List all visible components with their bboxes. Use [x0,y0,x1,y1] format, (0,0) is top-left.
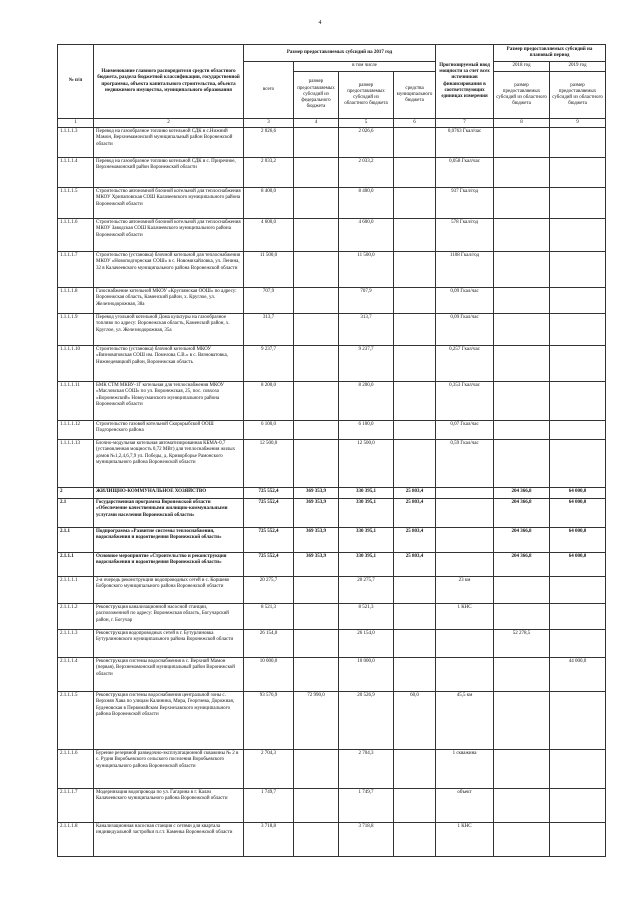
row-number: 1.1.1.1.3 [58,128,94,158]
row-name: БМК СТМ МКВУ-1Г котельная для теплоснабжения МКОУ «Масловская СОШ» по ул. Воронежская, 25, пос. совхоза «Воронежский» Новоусманского муниципального района Воронежской области [94,382,244,421]
table-row [58,658,606,692]
row-2019 [550,288,606,314]
row-2018 [494,314,550,346]
row-2019: 64 000,0 [550,528,606,553]
row-number: 2.1.1.1.3 [58,630,94,658]
row-total: 6 100,0 [244,421,294,440]
row-total: 11 500,0 [244,252,294,288]
row-capacity: 578 Гкал/год [436,219,494,252]
row-number: 2.1.1.1.8 [58,823,94,857]
table-row [58,823,606,857]
row-2018: 204 366,8 [494,528,550,553]
row-regional: 6 100,0 [339,421,394,440]
table-row [58,158,606,188]
row-total: 20 275,7 [244,577,294,604]
row-number: 2.1.1.1.7 [58,789,94,823]
column-index: 5 [339,119,394,128]
row-regional: 8 200,0 [339,382,394,421]
row-number: 2.1.1.1.5 [58,692,94,750]
table-row [58,789,606,823]
column-index: 8 [494,119,550,128]
table-row [58,630,606,658]
row-federal: 369 353,9 [294,499,339,528]
row-municipal [394,823,436,857]
row-municipal [394,219,436,252]
row-name: Государственная программа Воронежской области «Обеспечение качественными жилищно-коммунальными услугами населения Воронежской области» [94,499,244,528]
header-federal: размер предоставляемых субсидий из федерального бюджета [294,72,339,119]
header-no: № п/п [58,45,94,119]
row-name: Строительство (установка) блочной котельной для теплоснабжения МКОУ «Новоподгорнская СОШ» в с. Новомихайловка, ул. Ленина, 32 в Калачеевского муниципального района Воронежской области [94,252,244,288]
row-capacity: 1 скважина [436,750,494,789]
row-municipal [394,346,436,382]
column-index: 1 [58,119,94,128]
table-row [58,421,606,440]
row-municipal [394,252,436,288]
row-municipal [394,630,436,658]
table-row [58,346,606,382]
row-total: 3 718,8 [244,823,294,857]
row-total: 2 026,6 [244,128,294,158]
row-name: Перевод на газообразное топливо котельной СДК в с.Нижний Мамон, Верхнемамонский муниципальный район Воронежской области [94,128,244,158]
row-name: Реконструкция системы водоснабжения в с. Верхний Мамон (первая), Верхнемамонский муниципальный район Воронежской области [94,658,244,692]
row-total: 8 521,3 [244,604,294,630]
row-total: 1 749,7 [244,789,294,823]
row-federal: 369 353,9 [294,488,339,499]
row-2018 [494,789,550,823]
row-capacity: 0,058 Гкал/час [436,158,494,188]
row-number: 2 [58,488,94,499]
table-row [58,382,606,421]
row-name: ЖИЛИЩНО-КОММУНАЛЬНОЕ ХОЗЯЙСТВО [94,488,244,499]
row-capacity: 1 КНС [436,823,494,857]
column-index: 4 [294,119,339,128]
row-capacity: 1108 Гкал/год [436,252,494,288]
row-municipal [394,658,436,692]
row-total: 10 000,0 [244,658,294,692]
row-municipal [394,789,436,823]
header-year-2018: 2018 год [494,62,550,72]
row-total: 12 500,0 [244,440,294,488]
row-regional: 330 395,1 [339,553,394,577]
row-municipal: 25 803,4 [394,499,436,528]
row-capacity: 0,0763 Гкал/час [436,128,494,158]
row-name: Бурение резервной разведочно-эксплуатационной скважины № 2 в с. Рудня Воробьевского сельского поселения Воробьевского муниципального района Воронежской области [94,750,244,789]
row-2018 [494,188,550,219]
row-federal [294,789,339,823]
row-name: Реконструкция канализационной насосной станции, расположенной по адресу: Воронежская область, Богучарский район, г. Богучар [94,604,244,630]
row-federal [294,252,339,288]
row-capacity [436,499,494,528]
row-2018: 52 278,5 [494,630,550,658]
header-municipal: средства муниципального бюджета [394,72,436,119]
row-regional: 2 026,6 [339,128,394,158]
row-2018: 204 366,8 [494,488,550,499]
row-2018 [494,128,550,158]
row-regional: 8 400,0 [339,188,394,219]
row-name: Перевод угольной котельной Дома культуры на газообразное топливо по адресу: Воронежская область, Каменский район, х. Круглое, ул. Железнодорожная, 35а [94,314,244,346]
row-regional: 330 395,1 [339,499,394,528]
row-federal [294,382,339,421]
row-2018 [494,421,550,440]
row-2019 [550,440,606,488]
row-total: 4 600,0 [244,219,294,252]
column-index: 2 [94,119,244,128]
row-2018: 204 366,8 [494,553,550,577]
row-2019 [550,252,606,288]
row-federal [294,630,339,658]
table-row [58,288,606,314]
row-2018 [494,288,550,314]
row-capacity: 23 км [436,577,494,604]
row-2019 [550,823,606,857]
row-2018: 204 366,8 [494,499,550,528]
row-name: Строительство автономной блочной котельной для теплоснабжения МКОУ Заводская СОШ Калачеевского муниципального района Воронежской области [94,219,244,252]
row-2019 [550,789,606,823]
row-capacity: 0,59 Гкал/час [436,440,494,488]
subsidy-table [57,44,606,857]
table-row [58,252,606,288]
row-2018 [494,346,550,382]
header-capacity: Прогнозируемый ввод мощности за счет всех источников финансирования в соответствующих единицах измерения [436,45,494,119]
row-2019 [550,188,606,219]
row-2019 [550,750,606,789]
row-capacity: 0,09 Гкал/час [436,288,494,314]
table-row [58,692,606,750]
row-2018 [494,219,550,252]
row-capacity [436,630,494,658]
row-federal [294,440,339,488]
row-federal [294,188,339,219]
row-federal [294,346,339,382]
row-federal [294,823,339,857]
row-municipal [394,188,436,219]
row-regional: 330 395,1 [339,488,394,499]
row-municipal [394,604,436,630]
row-federal [294,577,339,604]
row-number: 2.1.1.1.2 [58,604,94,630]
row-2018 [494,440,550,488]
row-number: 2.1.1.1.1 [58,577,94,604]
row-federal: 369 353,9 [294,553,339,577]
row-number: 1.1.1.1.6 [58,219,94,252]
column-index: 9 [550,119,606,128]
row-number: 1.1.1.1.12 [58,421,94,440]
row-federal [294,128,339,158]
column-index: 6 [394,119,436,128]
row-2019 [550,382,606,421]
row-name: Строительство газовой котельной Скорорыбской ООШ Подгоренского района [94,421,244,440]
row-capacity: 45,5 км [436,692,494,750]
row-federal [294,158,339,188]
row-2019 [550,692,606,750]
table-row [58,499,606,528]
row-total: 26 154,0 [244,630,294,658]
table-row [58,440,606,488]
row-capacity [436,528,494,553]
row-name: Основное мероприятие «Строительство и реконструкция водоснабжения и водоотведения Воронежской области» [94,553,244,577]
table-row [58,488,606,499]
row-2019: 64 000,0 [550,488,606,499]
row-municipal [394,128,436,158]
row-federal [294,421,339,440]
row-total: 2 704,3 [244,750,294,789]
row-municipal [394,158,436,188]
row-2019: 64 000,0 [550,499,606,528]
row-total: 9 237,7 [244,346,294,382]
row-name: Блочно-модульная котельная автоматизированная КБМА-0,7 (установленная мощность 0,72 МВт) для теплоснабжения жилых домов №1,2,4,6,7,9 ул. Победы, д. Криворборье Рамонского муниципального района Воронежской области [94,440,244,488]
row-total: 8 200,0 [244,382,294,421]
column-index: 7 [436,119,494,128]
row-regional: 11 500,0 [339,252,394,288]
row-regional: 9 237,7 [339,346,394,382]
table-row [58,577,606,604]
row-2019 [550,577,606,604]
row-municipal [394,577,436,604]
row-municipal [394,750,436,789]
header-total: всего [244,62,294,119]
row-2018 [494,158,550,188]
row-name: Канализационная насосная станция с сетями для квартала индивидуальной застройки п.г.т. Каменка Воронежской области [94,823,244,857]
row-number: 1.1.1.1.4 [58,158,94,188]
row-number: 1.1.1.1.10 [58,346,94,382]
row-number: 2.1.1.1.4 [58,658,94,692]
row-capacity: 0,353 Гкал/час [436,382,494,421]
row-municipal [394,440,436,488]
row-municipal: 25 803,4 [394,488,436,499]
row-capacity: 0,257 Гкал/час [436,346,494,382]
row-regional: 313,7 [339,314,394,346]
row-2019 [550,604,606,630]
header-group-2017: Размер предоставляемых субсидий на 2017 год [244,45,436,62]
row-number: 2.1.1 [58,528,94,553]
row-name: 2-я очередь реконструкции водопроводных сетей в с. Коршево Бобровского муниципального района Воронежской области [94,577,244,604]
row-name: Газоснабжение котельной МКОУ «Круглянская ООШ» по адресу: Воронежская область, Каменский район, х. Круглое, ул. Железнодорожная, 38а [94,288,244,314]
row-municipal: 25 803,4 [394,528,436,553]
row-regional: 20 275,7 [339,577,394,604]
row-municipal: 25 803,4 [394,553,436,577]
row-regional: 3 718,8 [339,823,394,857]
row-federal [294,750,339,789]
row-municipal [394,382,436,421]
row-municipal [394,421,436,440]
row-2019 [550,314,606,346]
row-federal [294,604,339,630]
row-2019 [550,630,606,658]
header-2018-amount: размер предоставляемых субсидий из областного бюджета [494,72,550,119]
row-regional: 4 600,0 [339,219,394,252]
row-number: 1.1.1.1.11 [58,382,94,421]
row-number: 1.1.1.1.5 [58,188,94,219]
row-number: 1.1.1.1.9 [58,314,94,346]
row-2019 [550,421,606,440]
row-capacity [436,488,494,499]
header-name: Наименование главного распорядителя средств областного бюджета, раздела бюджетной классификации, государственной программы, объекта капитального строительства, объекта недвижимого имущества, муниципального образования [94,45,244,119]
row-regional: 1 749,7 [339,789,394,823]
row-capacity [436,553,494,577]
table-row [58,528,606,553]
row-regional: 330 395,1 [339,528,394,553]
row-total: 725 552,4 [244,488,294,499]
row-number: 2.1.1.1.6 [58,750,94,789]
row-2018 [494,252,550,288]
row-2019: 44 000,0 [550,658,606,692]
row-regional: 8 521,3 [339,604,394,630]
row-federal: 72 990,0 [294,692,339,750]
row-name: Строительство автономной блочной котельной для теплоснабжения МКОУ Хрипаповская СОШ Калачеевского муниципального района Воронежской области [94,188,244,219]
row-name: Модернизация водопровода по ул. Гагарина в г. Калач Калачеевского муниципального района Воронежской области [94,789,244,823]
row-federal: 369 353,9 [294,528,339,553]
row-total: 93 576,9 [244,692,294,750]
row-total: 725 552,4 [244,528,294,553]
row-municipal: 60,0 [394,692,436,750]
row-regional: 2 704,3 [339,750,394,789]
row-number: 1.1.1.1.7 [58,252,94,288]
table-body [58,128,606,857]
row-2019 [550,158,606,188]
row-capacity: объект [436,789,494,823]
page-number: 4 [318,20,322,26]
column-index-row [58,119,606,128]
row-name: Реконструкция системы водоснабжения центральной зоны с. Верхняя Хава по улицам Калинина, Мира, Георгиева, Дорожная, Буденовская в Первомайском Верхнехавского муниципального района Воронежской области [94,692,244,750]
header-year-2019: 2019 год [550,62,606,72]
row-number: 2.1.1.1 [58,553,94,577]
row-name: Строительство (установка) блочной котельной МКОУ «Вязноватовская СОШ им. Помелова С.В.» в с. Вязноватовка, Нижнедевицкий район, Воронежская область [94,346,244,382]
row-federal [294,288,339,314]
row-2018 [494,604,550,630]
row-municipal [394,288,436,314]
row-regional: 26 154,0 [339,630,394,658]
row-capacity: 0,07 Гкал/час [436,421,494,440]
table-row [58,604,606,630]
row-regional: 707,9 [339,288,394,314]
row-capacity: 1 КНС [436,604,494,630]
row-regional: 2 033,2 [339,158,394,188]
row-municipal [394,314,436,346]
row-capacity: 937 Гкал/год [436,188,494,219]
column-index: 3 [244,119,294,128]
header-regional: размер предоставляемых субсидий из областного бюджета [339,72,394,119]
row-federal [294,219,339,252]
row-2018 [494,577,550,604]
table-row [58,553,606,577]
header-2019-amount: размер предоставляемых субсидий из областного бюджета [550,72,606,119]
row-capacity: 0,09 Гкал/час [436,314,494,346]
row-number: 2.1 [58,499,94,528]
row-2018 [494,658,550,692]
row-name: Подпрограмма «Развитие системы теплоснабжения, водоснабжения и водоотведения Воронежской области» [94,528,244,553]
table-row [58,314,606,346]
row-total: 2 033,2 [244,158,294,188]
row-2019: 64 000,0 [550,553,606,577]
row-total: 313,7 [244,314,294,346]
row-regional: 12 500,0 [339,440,394,488]
row-regional: 20 526,9 [339,692,394,750]
row-2018 [494,692,550,750]
row-total: 725 552,4 [244,553,294,577]
row-2018 [494,750,550,789]
row-regional: 10 000,0 [339,658,394,692]
row-2019 [550,346,606,382]
row-2019 [550,128,606,158]
row-total: 8 400,0 [244,188,294,219]
row-number: 1.1.1.1.8 [58,288,94,314]
table-row [58,188,606,219]
row-federal [294,314,339,346]
row-name: Перевод на газообразное топливо котельной СДК в с. Приречное, Верхнемамонский район Воронежской области [94,158,244,188]
header-including: в том числе [294,62,436,72]
header-group-plan: Размер предоставляемых субсидий на плановый период [494,45,606,62]
row-total: 707,9 [244,288,294,314]
table-row [58,219,606,252]
row-name: Реконструкция водопроводных сетей в г. Бутурлиновка Бутурлиновского муниципального района Воронежской области [94,630,244,658]
row-2018 [494,823,550,857]
row-capacity [436,658,494,692]
row-2019 [550,219,606,252]
table-row [58,750,606,789]
row-2018 [494,382,550,421]
row-number: 1.1.1.1.13 [58,440,94,488]
table-row [58,128,606,158]
row-federal [294,658,339,692]
row-total: 725 552,4 [244,499,294,528]
